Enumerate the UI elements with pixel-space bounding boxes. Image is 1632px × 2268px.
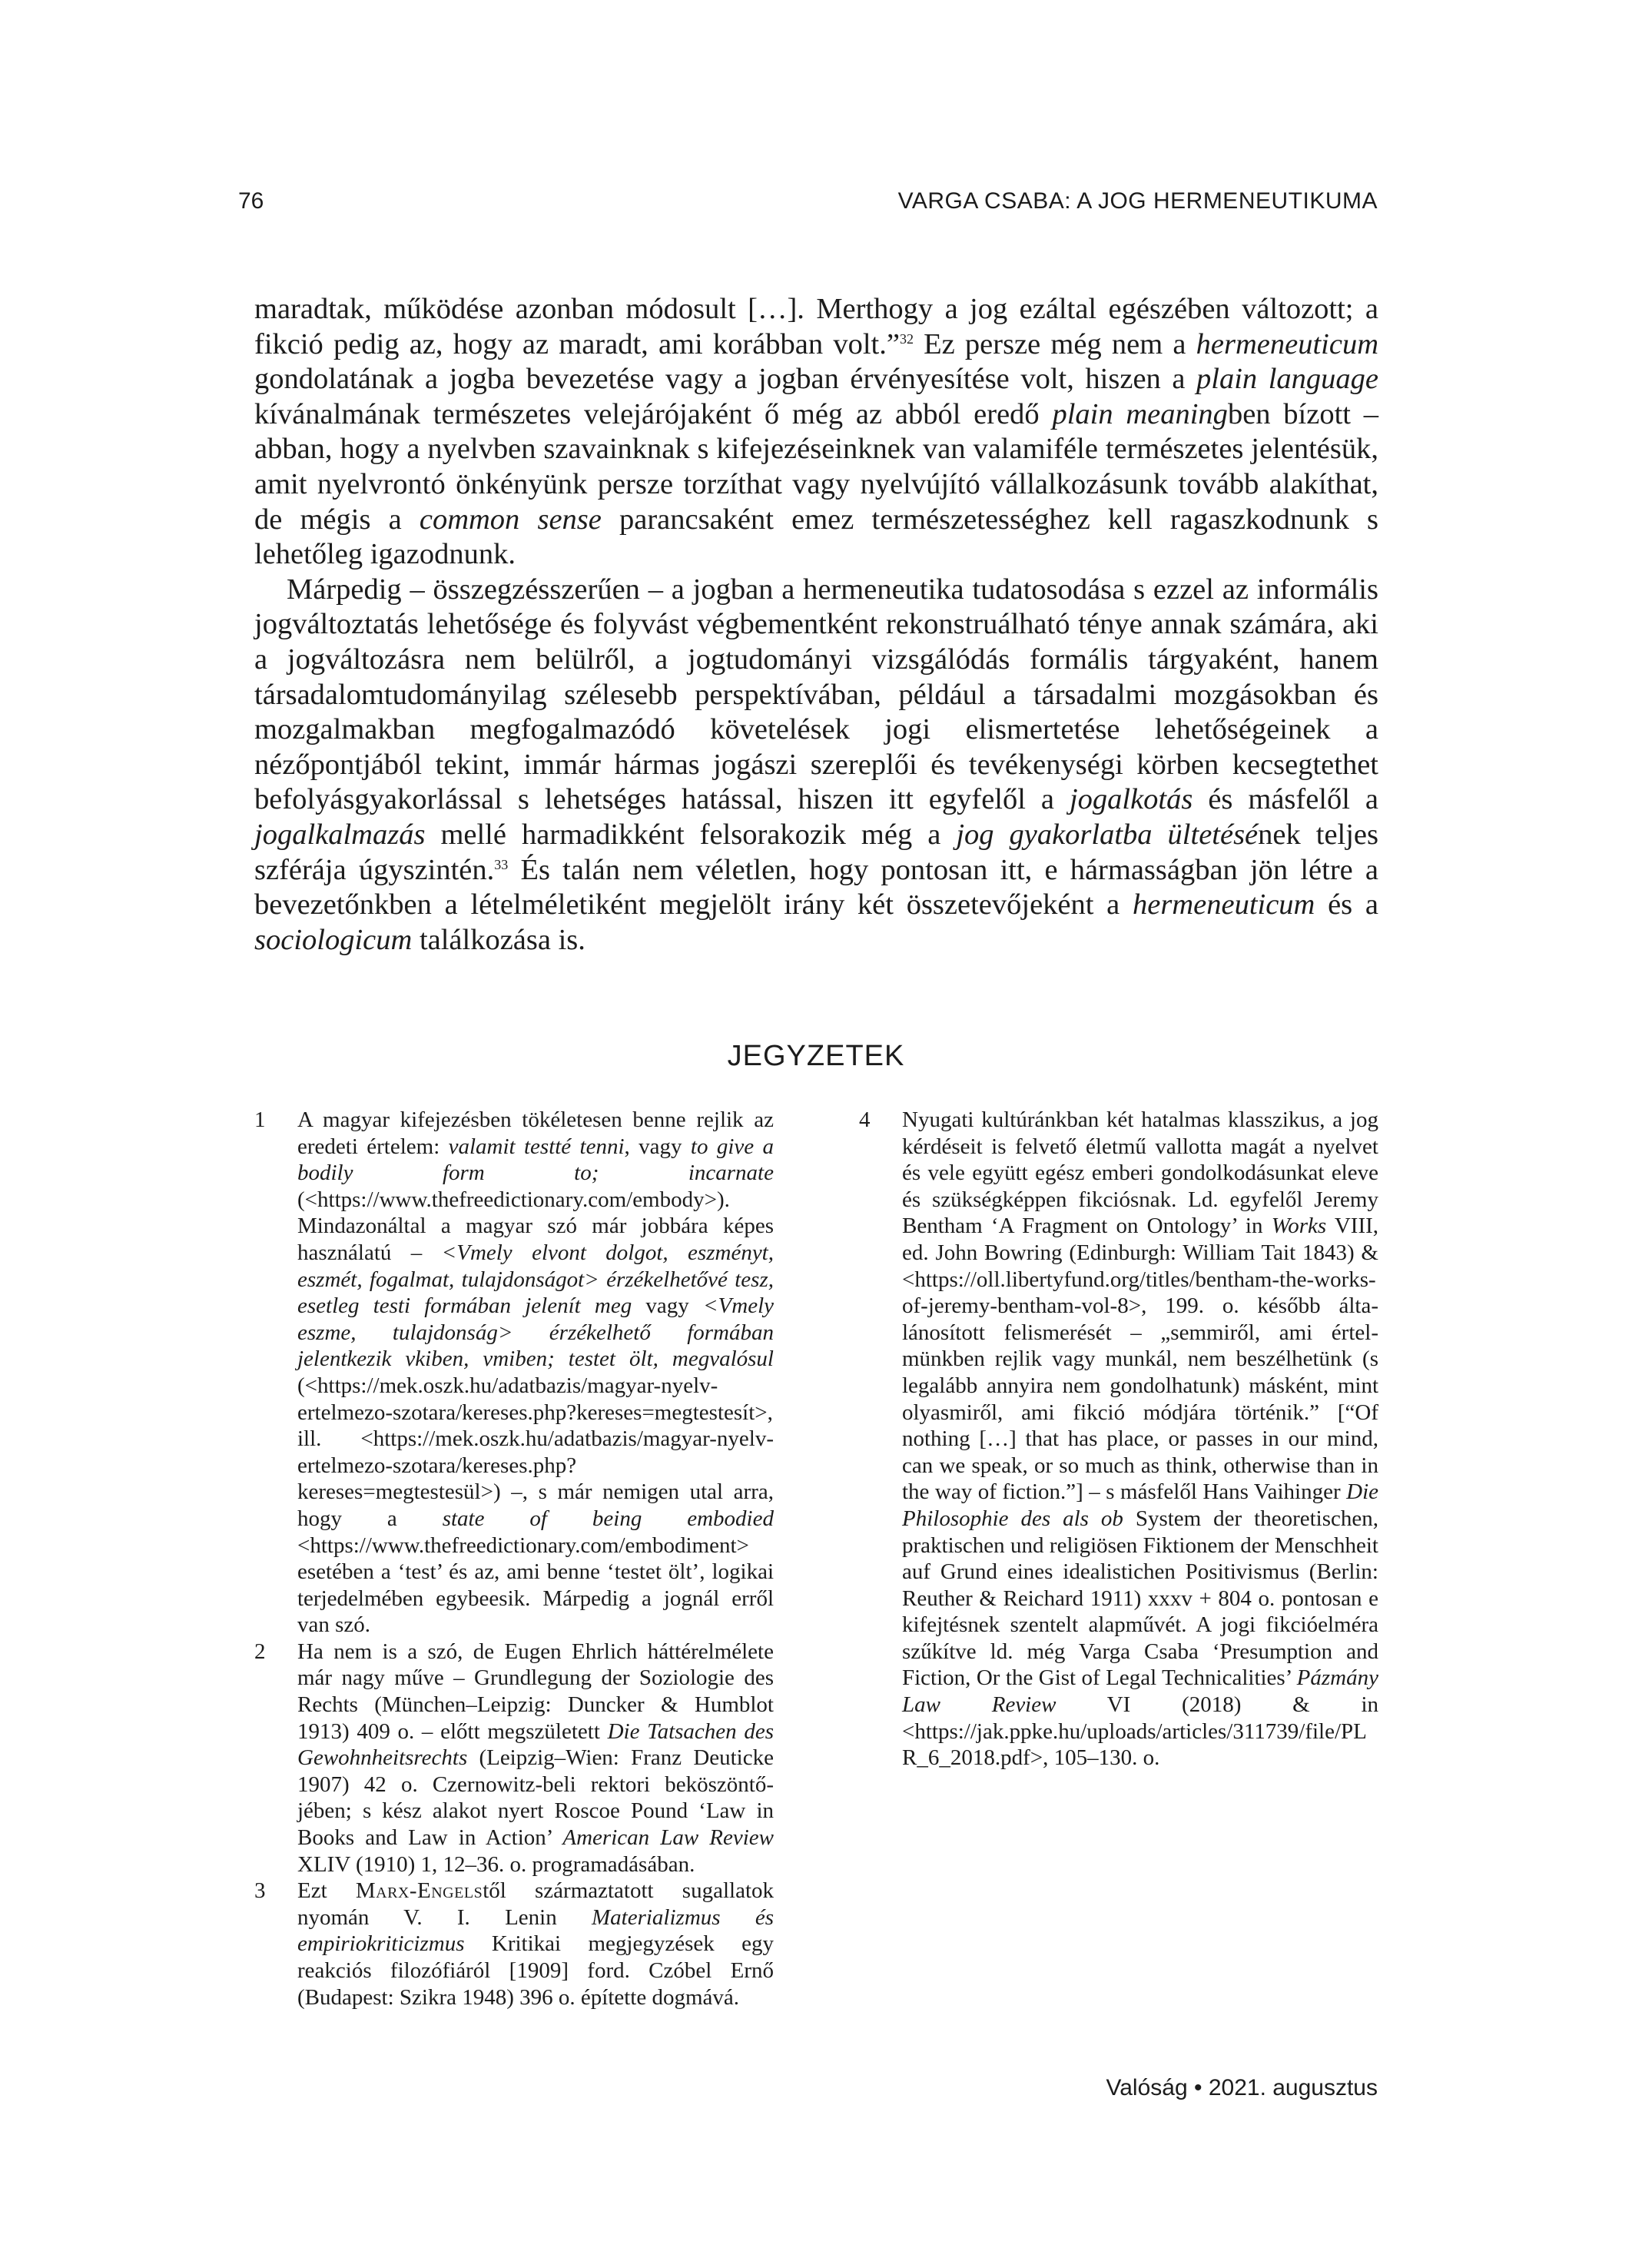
text-run: Ez persze még nem a — [913, 327, 1196, 360]
endnote-4 — [859, 1107, 1378, 1772]
italic-term: <Vmely eszme, tulajdonság> érzékelhető formában jelentkezik vkiben, vmiben; testet ölt, megvalósul — [297, 1293, 774, 1372]
endnote-text — [297, 1107, 774, 1639]
text-run: ben bízott – abban, hogy a nyelvben szavainknak s kifejezéseinknek van valamiféle természetes jelentésük, amit nyelvrontó önkényünk persze torzíthat vagy nyelvújító vállalkozásunk tovább alakíthat, de mégis a — [254, 397, 1378, 536]
endnote-number: 4 — [859, 1107, 871, 1132]
text-run: és másfelől a — [1192, 783, 1378, 816]
footnote-ref-33: 33 — [494, 856, 509, 872]
text-run: vagy — [632, 1293, 703, 1319]
text-run: (<https://www.thefreedictionary.com/embody>). Mindazonáltal a magyar szó már jobbára képes használatú – — [297, 1187, 774, 1265]
endnote-text — [297, 1639, 774, 1878]
endnote-number: 1 — [254, 1107, 266, 1132]
text-run: kívánalmának természetes velejárójaként ő még az abból eredő — [254, 397, 1053, 430]
text-run: nek teljes szférája úgyszintén. — [254, 818, 1378, 886]
italic-term: <Vmely elvont dolgot, eszményt, eszmét, fogalmat, tulajdonságot> érzékelhetővé tesz, esetleg testi formában jelenít meg — [297, 1240, 774, 1319]
text-run: VI (2018) & in <https://jak.ppke.hu/uploads/articles/311739/file/PLR_6_2018.pdf>, 105–130. o. — [902, 1692, 1378, 1771]
text-run: Márpedig – összegzésszerűen – a jogban a hermeneutika tudatosodása s ezzel az informális jogváltoztatás lehetősége és folyvást végbementként rekonstruálható ténye annak számára, aki a jogváltozásra nem belülről, a jogtudományi vizsgálódás formális tárgyaként, hanem társadalomtudományilag szélesebb perspektívában, például a társadalmi mozgásokban és mozgalmakban megfogalmazódó követelések jogi elismertetése lehetőségeinek a nézőpontjából tekint, immár hármas jogászi szereplői és tevékenységi körben kecsegtethet befolyásgyakorlással s lehetséges hatással, hiszen itt egyfelől a — [254, 573, 1378, 816]
text-run: <https://www.thefreedictionary.com/embodiment> esetében a ‘test’ és az, ami benne ‘testet ölt’, logikai terjedelmében egybeesik. Márpedig a jognál erről van szó. — [297, 1532, 774, 1638]
endnote-3 — [254, 1878, 774, 2011]
notes-heading: JEGYZETEK — [727, 1040, 905, 1072]
journal-footer: Valóság • 2021. augusztus — [1106, 2075, 1378, 2100]
text-run: találkozása is. — [412, 923, 585, 956]
text-run: gondolatának a jogba bevezetése vagy a jogban érvényesítése volt, hiszen a — [254, 363, 1196, 396]
endnote-2 — [254, 1639, 774, 1878]
italic-term: valamit testté tenni — [448, 1134, 625, 1159]
italic-term: plain meaning — [1052, 397, 1228, 430]
italic-term: Pázmány Law Review — [902, 1665, 1378, 1718]
italic-term: American Law Review — [562, 1825, 774, 1851]
text-run: (<https://mek.oszk.hu/adatbazis/magyar-nyelv-ertelmezo-szotara/kereses.php?kereses=megtestesít>, ill. <https://mek.oszk.hu/adatbazis/magyar-nyelv-ertelmezo-szotara/kereses.php?kereses=megtestesül>) –, s már nemigen utal arra, hogy a — [297, 1373, 774, 1531]
small-caps-name: Marx-Engels — [355, 1878, 483, 1904]
italic-term: Die Tatsachen des Gewohnheitsrechts — [297, 1718, 774, 1771]
italic-term: to give a bodily form to; incarnate — [297, 1134, 775, 1186]
endnote-number: 2 — [254, 1639, 266, 1664]
italic-term: jogalkotás — [1069, 783, 1193, 816]
italic-term: jogalkalmazás — [254, 818, 426, 851]
endnote-text — [902, 1107, 1378, 1772]
paragraph-2 — [254, 573, 1378, 958]
page-number: 76 — [238, 188, 264, 214]
text-run: XLIV (1910) 1, 12–36. o. programadásában. — [297, 1851, 695, 1877]
italic-term: Materializmus és empiriokriticizmus — [297, 1904, 774, 1957]
text-run: VIII, ed. John Bowring (Edinburgh: William Tait 1843) & <https://oll.libertyfund.org/titles/bentham-the-works-of-jeremy-bentham-vol-8>, 199. o. később általánosított felismerését – „semmiről, ami értelmünkben rejlik vagy munkál, nem beszélhetünk (s legalább annyira nem gondolhatunk) másként, mint olyasmiről, ami fikció módjára történik.” [“Of nothing […] that has place, or passes in our mind, can we speak, or so much as think, otherwise than in the way of fiction.”] – s másfelől Hans Vaihinger — [902, 1214, 1379, 1505]
italic-term: hermeneuticum — [1133, 888, 1315, 921]
running-title: VARGA CSABA: A JOG HERMENEUTIKUMA — [897, 188, 1378, 214]
text-run: Ha nem is a szó, de Eugen Ehrlich háttérelmélete már nagy műve – Grundlegung der Soziologie des Rechts (München–Leipzig: Duncker & Humblot 1913) 409 o. – előtt megszületett — [297, 1639, 774, 1744]
text-run: És talán nem véletlen, hogy pontosan itt, e hármasságban jön létre a bevezetőnkben a lételméletiként megjelölt irány két összetevőjeként a — [254, 853, 1378, 921]
footnote-ref-32: 32 — [899, 330, 914, 347]
italic-term: hermeneuticum — [1196, 327, 1378, 360]
main-body-text — [254, 292, 1378, 958]
endnote-text — [297, 1878, 774, 2011]
italic-term: jog gyakorlatba ültetésé — [956, 818, 1259, 851]
endnote-1 — [254, 1107, 774, 1639]
text-run: parancsaként emez természetességhez kell ragaszkodnunk s lehetőleg igazodnunk. — [254, 503, 1379, 571]
text-run: System der theoretischen, praktischen und religiösen Fiktionem der Menschheit auf Grund eines idealistichen Positivismus (Berlin: Reuther & Reichard 1911) xxxv + 804 o. pontosan e kifejtésnek szentelt alapművét. A jogi fikcióelméra szűkítve ld. még Varga Csaba ‘Presumption and Fiction, Or the Gist of Legal Technicalities’ — [902, 1506, 1379, 1691]
text-run: től származtatott sugallatok nyomán V. I. Lenin — [297, 1878, 774, 1930]
text-run: Kritikai megjegyzések egy reakciós filozófiáról [1909] ford. Czóbel Ernő (Budapest: Szikra 1948) 396 o. építette dogmává. — [297, 1931, 774, 2010]
text-run: Nyugati kultúránkban két hatalmas klasszikus, a jog kérdéseit is felvető életmű vallotta magát a nyelvet és vele együtt egész emberi gondolkodásunkat eleve és szükségképpen fikciósnak. Ld. egyfelől Jeremy Bentham ‘A Fragment on Ontology’ in — [902, 1107, 1378, 1239]
text-run: és a — [1315, 888, 1378, 921]
text-run: (Leipzig–Wien: Franz Deuticke 1907) 42 o. Czernowitz-beli rektori beköszöntőjében; s kész alakot nyert Roscoe Pound ‘Law in Books and Law in Action’ — [297, 1745, 774, 1851]
notes-column-right — [859, 1107, 1378, 1772]
italic-term: plain language — [1196, 363, 1378, 396]
italic-term: Works — [1271, 1214, 1327, 1239]
paragraph-1 — [254, 292, 1378, 573]
text-run: Ezt — [297, 1878, 356, 1904]
text-run: A magyar kifejezésben tökéletesen benne rejlik az eredeti értelem: — [297, 1107, 774, 1159]
text-run: maradtak, működése azonban módosult […]. Merthogy a jog ezáltal egészében változott; a fikció pedig az, hogy az maradt, ami korábban volt.” — [254, 293, 1378, 360]
endnote-number: 3 — [254, 1878, 266, 1904]
notes-column-left — [254, 1107, 774, 2011]
italic-term: state of being embodied — [442, 1506, 774, 1531]
text-run: , vagy — [624, 1134, 691, 1159]
italic-term: sociologicum — [254, 923, 413, 956]
text-run: mellé harmadikként felsorakozik még a — [425, 818, 957, 851]
italic-term: common sense — [419, 503, 602, 536]
italic-term: Die Philosophie des als ob — [902, 1479, 1378, 1531]
